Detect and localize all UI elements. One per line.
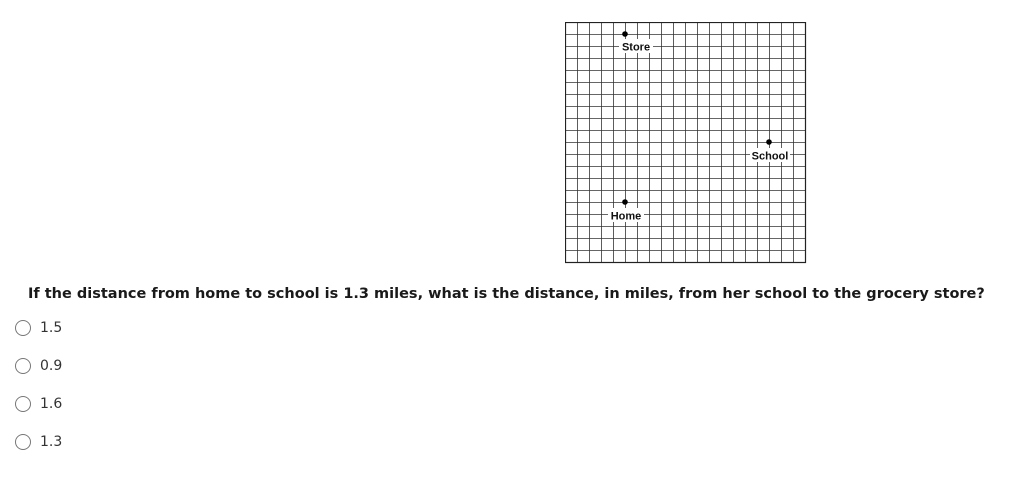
home-point [622,199,628,205]
question-text: If the distance from home to school is 1.3 miles, what is the distance, in miles, from her school to the grocery store? [28,286,985,302]
store-point [622,31,628,37]
radio-button[interactable] [15,320,31,336]
radio-button[interactable] [15,396,31,412]
school-label: School [751,150,789,163]
answer-choice-4[interactable] [15,434,62,450]
home-label: Home [610,210,642,223]
choice-label: 1.5 [40,320,63,336]
radio-button[interactable] [15,358,31,374]
answer-choice-3[interactable] [15,396,62,412]
answer-choice-1[interactable] [15,320,62,336]
coordinate-grid-figure [565,22,807,264]
choice-label: 1.6 [40,396,63,412]
choice-label: 1.3 [40,434,63,450]
choice-label: 0.9 [40,358,63,374]
school-point [766,139,772,145]
radio-button[interactable] [15,434,31,450]
store-label: Store [621,41,651,54]
answer-choice-2[interactable] [15,358,62,374]
